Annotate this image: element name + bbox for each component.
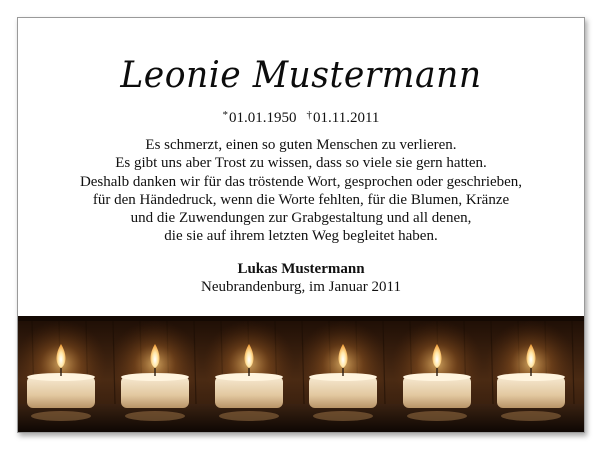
candle [109,320,201,421]
verse-line: für den Händedruck, wenn die Worte fehlten, für die Blumen, Kränze [92,191,510,208]
death-date: 01.11.2011 [313,110,380,126]
birth-symbol: * [222,109,229,121]
verse-line: die sie auf ihrem letzten Weg begleitet haben. [164,228,438,245]
life-dates [18,106,584,127]
thank-you-text [18,136,584,246]
deceased-name: Leonie Mustermann [120,55,482,96]
verse-line: und die Zuwendungen zur Grabgestaltung und all denen, [130,210,472,227]
candles-photo [18,316,584,432]
mourning-card [17,17,585,433]
candle [485,320,577,421]
candle [297,320,389,421]
birth-date: 01.01.1950 [229,110,297,126]
death-symbol: † [306,109,313,121]
verse-line: Es schmerzt, einen so guten Menschen zu verlieren. [145,137,457,153]
signer-name: Lukas Mustermann [237,261,365,277]
candle [203,320,295,421]
place-and-date: Neubrandenburg, im Januar 2011 [201,279,401,295]
verse-line: Deshalb danken wir für das tröstende Wort, gesprochen oder geschrieben, [79,173,523,190]
verse-line: Es gibt uns aber Trost zu wissen, dass so viele sie gern hatten. [115,155,487,172]
candle [391,320,483,421]
